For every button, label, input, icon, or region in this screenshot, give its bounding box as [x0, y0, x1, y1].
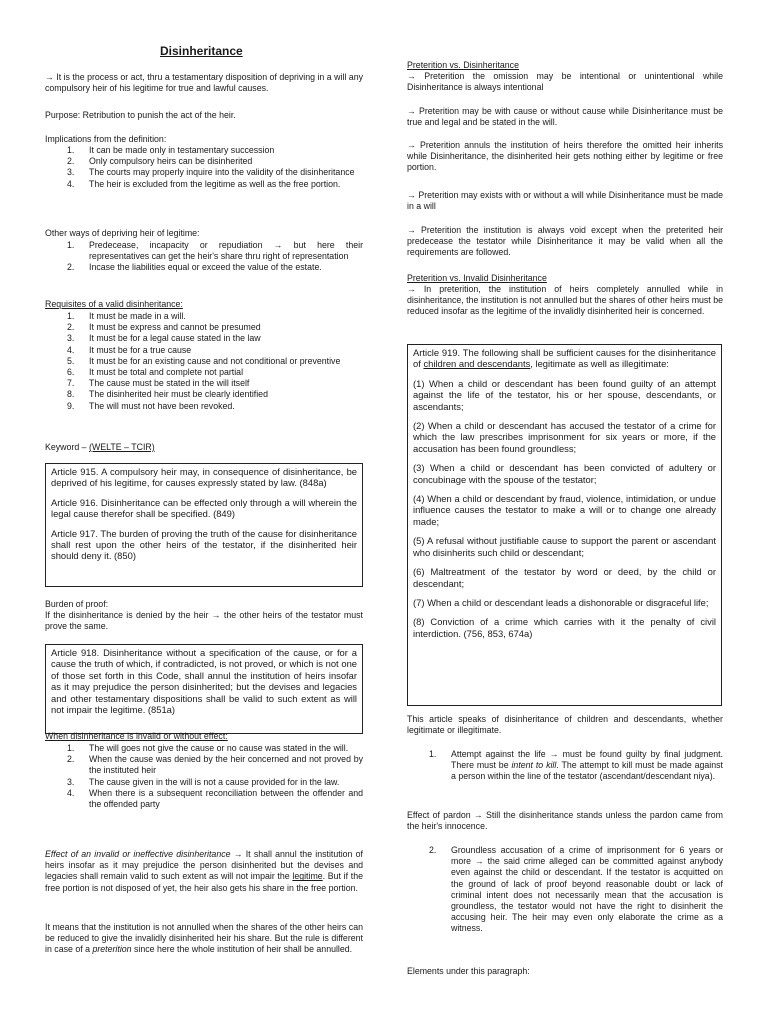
effect-text-2: . But if the free portion is not disposed of yet, the heir also gets his share in the free portion.: [45, 871, 363, 893]
pvi-heading: Preterition vs. Invalid Disinheritance: [407, 273, 547, 283]
means-text-2: since here the whole institution of heir shall be annulled.: [131, 944, 353, 955]
burden-heading: Burden of proof:: [45, 599, 109, 609]
cause-5: (5) A refusal without justifiable cause to support the parent or ascendant who disinherits such child or descendant;: [413, 535, 716, 558]
list-item-text: It must be for a legal cause stated in the law: [89, 333, 261, 344]
list-item: 1. It can be made only in testamentary succession: [67, 145, 275, 155]
cause-3: (3) When a child or descendant has been convicted of adultery or concubinage with the spouse of the testator;: [413, 462, 716, 485]
burden-text: If the disinheritance is denied by the heir → the other heirs of the testator must prove the same.: [45, 610, 363, 632]
list-item: 8. The disinherited heir must be clearly identified: [67, 389, 268, 400]
article-917: Article 917. The burden of proving the truth of the cause for disinheritance shall rest upon the other heirs of the testator, if the disinherited heir should deny it. (850): [51, 527, 357, 562]
list-item-text: It must be made in a will.: [89, 311, 186, 321]
list-item-text: It can be made only in testamentary succession: [89, 145, 275, 155]
list-item: 2. It must be express and cannot be presumed: [67, 322, 261, 333]
list-item-text: When the cause was denied by the heir concerned and not proved by the instituted heir: [89, 754, 363, 776]
pvd-item-3: → Preterition annuls the institution of heirs therefore the omitted heir inherits while Disinheritance, the disinherited heir gets nothing either by legitime or free portion.: [407, 140, 723, 173]
list-item-text: It must be for an existing cause and not conditional or preventive: [89, 355, 341, 366]
list-item: 2. When the cause was denied by the heir concerned and not proved by the instituted heir: [67, 754, 363, 776]
keyword-line: [45, 442, 363, 453]
list-item: 1. Predecease, incapacity or repudiation → but here their representatives can get the heir's share thru right of representation: [67, 240, 363, 262]
pvd-item-4: → Preterition may exists with or without a will while Disinheritance must be made in a will: [407, 190, 723, 212]
implications-list: [45, 145, 363, 190]
list-item: 4. It must be for a true cause: [67, 344, 192, 355]
cause-8: (8) Conviction of a crime which carries with it the penalty of civil interdiction. (756, 853, 674a): [413, 616, 716, 639]
effect-legitime: legitime: [292, 871, 323, 882]
pardon-paragraph: Effect of pardon → Still the disinheritance stands unless the pardon came from the heir's innocence.: [407, 810, 723, 832]
requisites-list: [45, 311, 363, 412]
list-item: 9. The will must not have been revoked.: [67, 400, 235, 411]
list-item-text: The courts may properly inquire into the validity of the disinheritance: [89, 167, 355, 178]
article-915: Article 915. A compulsory heir may, in consequence of disinheritance, be deprived of his legitime, for causes expressly stated by law. (848a): [51, 466, 357, 489]
effect-paragraph: [45, 849, 363, 894]
article-919-intro-1: Article 919. The following shall be sufficient causes for the disinheritance of: [413, 347, 716, 370]
list-item-text: The will must not have been revoked.: [89, 400, 235, 411]
list-item-text: The cause must be stated in the will itself: [89, 378, 250, 389]
item1-italic: intent to kill: [511, 760, 557, 771]
list-item-text: When there is a subsequent reconciliation between the offender and the offended party: [89, 787, 363, 810]
definition-paragraph: → It is the process or act, thru a testamentary disposition of depriving in a will any compulsory heir of his legitime for true and lawful causes.: [45, 72, 363, 94]
paragraph-1-list: [407, 749, 723, 783]
purpose-paragraph: Purpose: Retribution to punish the act of the heir.: [45, 110, 236, 120]
list-item-text: Predecease, incapacity or repudiation → but here their representatives can get the heir's share thru right of representation: [89, 240, 363, 262]
list-item: 3. The courts may properly inquire into the validity of the disinheritance: [67, 167, 355, 178]
speaks-paragraph: This article speaks of disinheritance of children and descendants, whether legitimate or illegitimate.: [407, 714, 723, 736]
list-item: 7. The cause must be stated in the will itself: [67, 378, 250, 389]
invalid-heading: When disinheritance is invalid or without effect:: [45, 731, 228, 741]
list-item: 2. Incase the liabilities equal or exceed the value of the estate.: [67, 262, 322, 273]
means-text-1: It means that the institution is not annulled when the shares of the other heirs can be reduced to give the invalidly disinherited heir his share. But the rule is different in case of a: [45, 922, 363, 955]
list-item-text: The disinherited heir must be clearly identified: [89, 389, 268, 400]
list-item-text: It must be for a true cause: [89, 344, 192, 355]
list-item-text: Incase the liabilities equal or exceed the value of the estate.: [89, 262, 322, 273]
paragraph-2-list: [407, 845, 723, 935]
list-item-text: The heir is excluded from the legitime as well as the free portion.: [89, 178, 341, 189]
articles-915-917-box: [45, 463, 363, 587]
elements-heading: Elements under this paragraph:: [407, 966, 530, 976]
list-item-text: It must be total and complete not partial: [89, 367, 244, 378]
cause-2: (2) When a child or descendant has accused the testator of a crime for which the law prescribes imprisonment for six years or more, if the accusation has been found groundless;: [413, 420, 716, 454]
item2-text: Groundless accusation of a crime of imprisonment for 6 years or more → the said crime alleged can be committed against anybody even against the child or descendant. If the testator is acquitted on the ground of lack of proof beyond reasonable doubt or lack of criminal intent does not necessarily mean that the accusation is groundless, the testator would not have the right to disinherit the accusing heir. The heir may even only elaborate the crime as a witness.: [451, 845, 723, 934]
list-item: 2. Only compulsory heirs can be disinherited: [67, 156, 253, 167]
cause-6: (6) Maltreatment of the testator by word or deed, by the child or descendant;: [413, 566, 716, 589]
invalid-list: [45, 743, 363, 810]
list-item: 4. When there is a subsequent reconciliation between the offender and the offended party: [67, 787, 363, 810]
article-919-box: [407, 344, 722, 706]
article-916: Article 916. Disinheritance can be effected only through a will wherein the legal cause therefor shall be specified. (849): [51, 496, 357, 520]
list-item: 5. It must be for an existing cause and not conditional or preventive: [67, 355, 341, 366]
article-919-intro: [413, 347, 716, 370]
item1-text-a: Attempt against the life → must be found guilty by final judgment. There must be: [451, 749, 723, 771]
list-item: 4. The heir is excluded from the legitime as well as the free portion.: [67, 178, 341, 189]
requisites-heading: Requisites of a valid disinheritance:: [45, 299, 183, 309]
page-title: Disinheritance: [160, 44, 243, 58]
other-ways-heading: Other ways of depriving heir of legitime:: [45, 228, 200, 238]
list-item: 2. Groundless accusation of a crime of imprisonment for 6 years or more → the said crime alleged can be committed against anybody even against the child or descendant. If the testator is acquitted on the ground of lack of proof beyond reasonable doubt or lack of criminal intent does not necessarily mean that the accusation is groundless, the testator would not have the right to disinherit the accusing heir. The heir may even only elaborate the crime as a witness.: [429, 845, 723, 934]
effect-text-1: → It shall annul the institution of heirs insofar as it may prejudice the person disinherited but the devises and legacies shall remain valid to such extent as will not impair the: [45, 849, 363, 882]
list-item: 1. It must be made in a will.: [67, 311, 186, 321]
pvd-item-2: → Preterition may be with cause or without cause while Disinheritance must be true and legal and be stated in the will.: [407, 106, 723, 128]
list-item-text: It must be express and cannot be presumed: [89, 322, 261, 333]
means-paragraph: [45, 922, 363, 956]
list-item: 3. It must be for a legal cause stated in the law: [67, 333, 261, 344]
keyword-value: (WELTE – TCIR): [89, 442, 155, 452]
list-item: 3. The cause given in the will is not a cause provided for in the law.: [67, 776, 340, 787]
pvd-item-1: → Preterition the omission may be intentional or unintentional while Disinheritance is always intentional: [407, 71, 723, 93]
pvi-text: → In preterition, the institution of heirs completely annulled while in disinheritance, the institution is not annulled but the shares of other heirs must be reduced insofar as the legitime of the invalidly disinherited heir is concerned.: [407, 284, 723, 317]
list-item: 1. The will goes not give the cause or no cause was stated in the will.: [67, 743, 349, 753]
implications-heading: Implications from the definition:: [45, 134, 167, 144]
cause-1: (1) When a child or descendant has been found guilty of an attempt against the life of the testator, his or her spouse, descendants, or ascendants;: [413, 377, 716, 412]
cause-7: (7) When a child or descendant leads a dishonorable or disgraceful life;: [413, 596, 709, 608]
list-item-text: The will goes not give the cause or no cause was stated in the will.: [89, 743, 349, 753]
means-italic: preterition: [92, 944, 132, 955]
cause-4: (4) When a child or descendant by fraud, violence, intimidation, or undue influence causes the testator to make a will or to change one already made;: [413, 493, 716, 527]
keyword-prefix: Keyword –: [45, 442, 90, 452]
pvd-item-5: → Preterition the institution is always void except when the preterited heir predecease the testator while Disinheritance it may be valid when all the requirements are followed.: [407, 225, 723, 258]
other-ways-list: [45, 240, 363, 274]
effect-italic: Effect of an invalid or ineffective disinheritance: [45, 849, 231, 859]
article-918: Article 918. Disinheritance without a specification of the cause, or for a cause the truth of which, if contradicted, is not proved, or which is not one of those set forth in this Code, shall annul the institution of heirs insofar as it may prejudice the person disinherited; but the devises and legacies and other testamentary dispositions shall be valid to such extent as will not impair the legitime. (851a): [51, 647, 357, 716]
article-919-intro-underlined: children and descendants: [423, 358, 531, 370]
list-item: 6. It must be total and complete not partial: [67, 367, 244, 378]
list-item-text: Only compulsory heirs can be disinherited: [89, 156, 253, 167]
pvd-heading: Preterition vs. Disinheritance: [407, 60, 519, 70]
article-919-intro-2: , legitimate as well as illegitimate:: [530, 358, 669, 370]
list-item: 1. Attempt against the life → must be found guilty by final judgment. There must be intent to kill. The attempt to kill must be made against a person within the line of the testator (ascendant/descendant niya).: [429, 749, 723, 782]
list-item-text: The cause given in the will is not a cause provided for in the law.: [89, 776, 340, 787]
article-918-box: [45, 644, 363, 734]
item1-text-b: . The attempt to kill must be made against a person within the line of the testator (ascendant/descendant niya).: [451, 760, 723, 782]
